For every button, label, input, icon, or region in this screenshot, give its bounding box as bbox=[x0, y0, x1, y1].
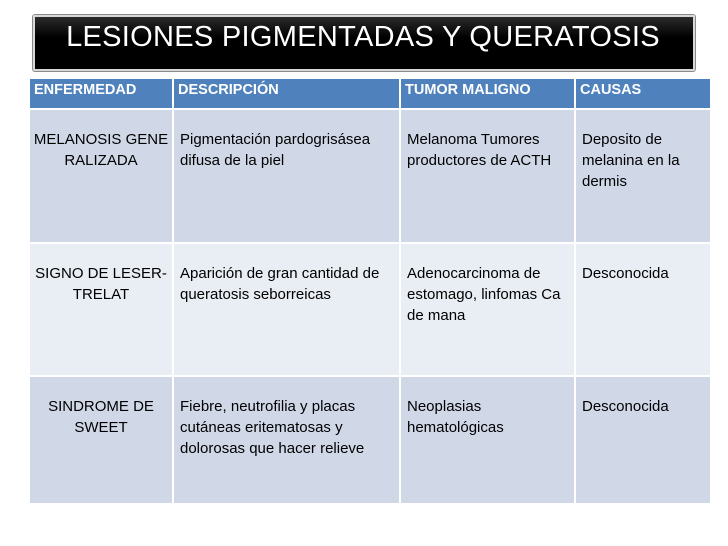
header-causas: CAUSAS bbox=[575, 78, 711, 109]
cell-causas: Deposito de melanina en la dermis bbox=[575, 109, 711, 243]
cell-descripcion: Pigmentación pardogrisásea difusa de la piel bbox=[173, 109, 400, 243]
cell-tumor: Melanoma Tumores productores de ACTH bbox=[400, 109, 575, 243]
table-row bbox=[29, 109, 711, 243]
cell-enfermedad: MELANOSIS GENERALIZADA bbox=[29, 109, 173, 243]
cell-enfermedad: SINDROME DE SWEET bbox=[29, 376, 173, 504]
cell-causas: Desconocida bbox=[575, 376, 711, 504]
cell-descripcion: Aparición de gran cantidad de queratosis seborreicas bbox=[173, 243, 400, 376]
cell-causas: Desconocida bbox=[575, 243, 711, 376]
slide-title: LESIONES PIGMENTADAS Y QUERATOSIS bbox=[66, 21, 660, 53]
header-tumor-maligno: TUMOR MALIGNO bbox=[400, 78, 575, 109]
table-row bbox=[29, 376, 711, 504]
header-row bbox=[29, 78, 711, 109]
header-descripcion: DESCRIPCIÓN bbox=[173, 78, 400, 109]
table-row bbox=[29, 243, 711, 376]
cell-tumor: Neoplasias hematológicas bbox=[400, 376, 575, 504]
cell-tumor: Adenocarcinoma de estomago, linfomas Ca de mana bbox=[400, 243, 575, 376]
lesions-table bbox=[28, 77, 712, 505]
cell-descripcion: Fiebre, neutrofilia y placas cutáneas eritematosas y dolorosas que hacer relieve bbox=[173, 376, 400, 504]
cell-enfermedad: SIGNO DE LESER-TRELAT bbox=[29, 243, 173, 376]
header-enfermedad: ENFERMEDAD bbox=[29, 78, 173, 109]
